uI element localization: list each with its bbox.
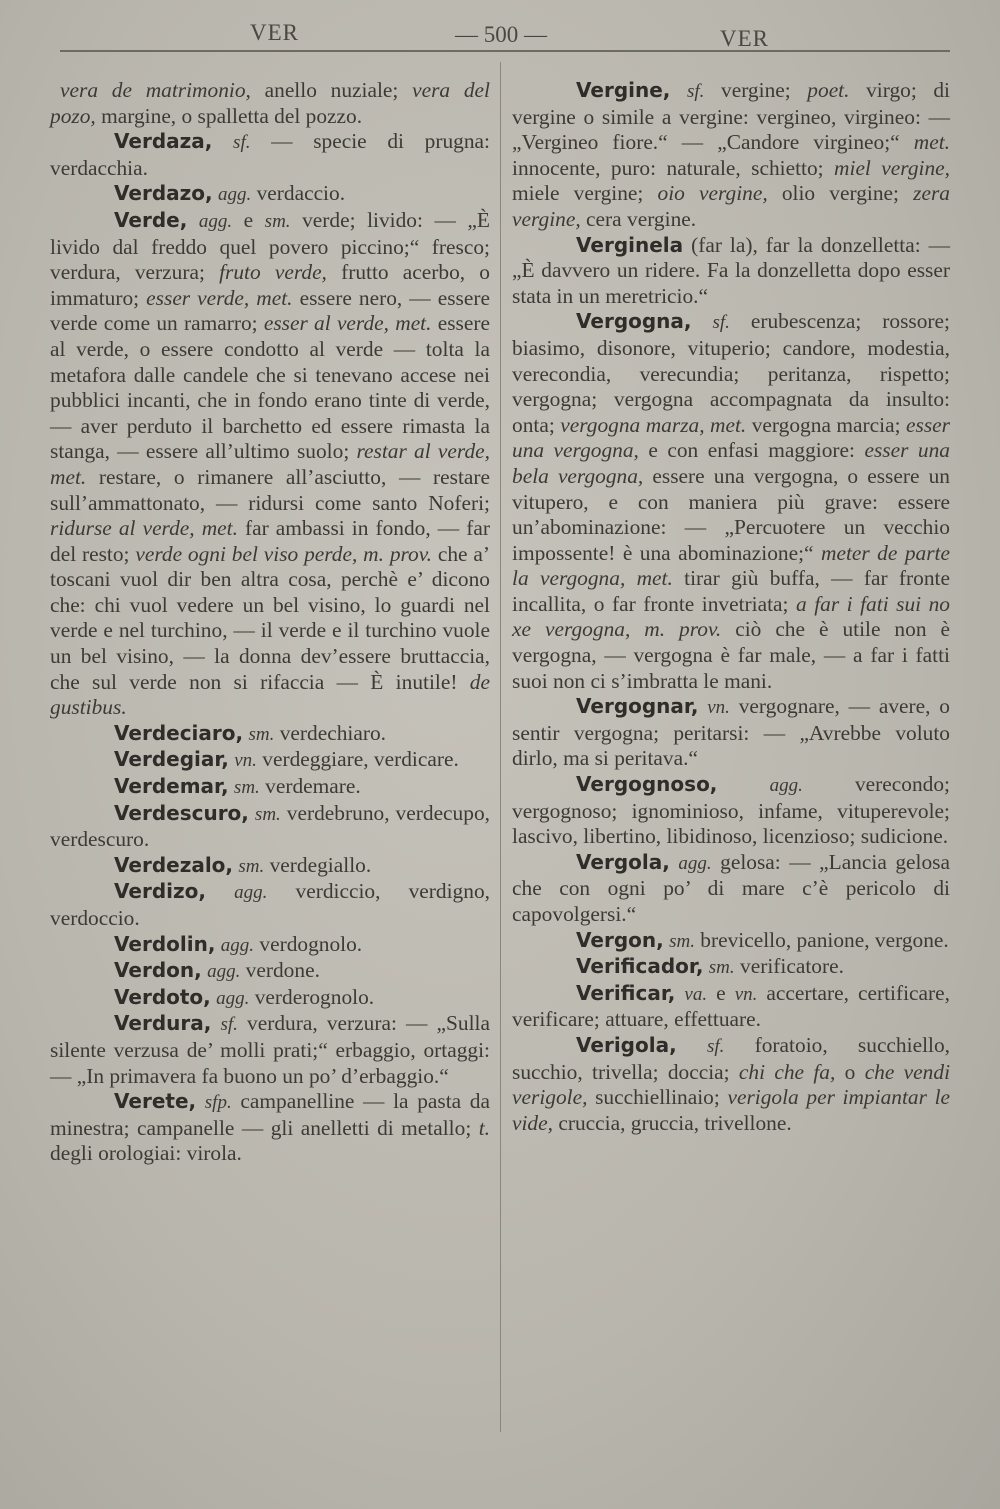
page-number: — 500 — bbox=[455, 22, 547, 47]
definition-text: verde; livido: — „È livido dal freddo quel povero piccino;“ fresco; verdura, verzura; bbox=[50, 207, 490, 285]
dictionary-entry bbox=[512, 1033, 950, 1136]
dictionary-entry bbox=[50, 774, 490, 801]
headword: Vergine, bbox=[576, 78, 671, 102]
example-text: met. bbox=[913, 130, 950, 155]
headword: Verificador, bbox=[576, 954, 704, 979]
example-text: esser una vergogna, bbox=[512, 412, 950, 463]
headword: Verete, bbox=[114, 1089, 197, 1114]
definition-text: (far la), far la donzelletta: — „È davvero un ridere. Fa la donzelletta dopo esser stata in un meretricio.“ bbox=[512, 232, 950, 308]
example-text: vergogna marza, met. bbox=[560, 412, 747, 437]
definition-text: cera vergine. bbox=[580, 206, 697, 231]
dictionary-entry bbox=[50, 1011, 490, 1089]
example-text: verigola per impiantar le vide, bbox=[512, 1085, 951, 1135]
dictionary-entry bbox=[50, 853, 490, 880]
definition-text bbox=[717, 772, 769, 796]
dictionary-entry bbox=[512, 981, 950, 1033]
definition-text: campanelline — la pasta da minestra; campanelle — gli anelletti di metallo; bbox=[50, 1089, 490, 1140]
definition-text: miele vergine; bbox=[512, 181, 658, 206]
headword: Verdon, bbox=[114, 958, 202, 983]
grammar-tag: sf. bbox=[686, 81, 705, 102]
headword: Verdeciaro, bbox=[114, 720, 244, 745]
definition-text: essere una vergogna, o essere un vitupero, e con maniera più grave: essere un’abominazione: — „Percuotere un vecchio impossente! è una abominazione;“ bbox=[512, 463, 950, 565]
dictionary-entry bbox=[50, 985, 490, 1012]
headword: Vergola, bbox=[576, 849, 670, 874]
definition-text: cruccia, gruccia, trivellone. bbox=[552, 1110, 792, 1135]
definition-text: verdegiallo. bbox=[264, 852, 372, 877]
headword: Verdegiar, bbox=[114, 747, 229, 772]
grammar-tag: agg. bbox=[769, 775, 803, 797]
grammar-tag: sm. bbox=[254, 803, 281, 825]
grammar-tag: sfp. bbox=[204, 1092, 232, 1114]
dictionary-entry bbox=[50, 1089, 490, 1167]
headword: Verdura, bbox=[114, 1011, 212, 1036]
definition-text: succhiellinaio; bbox=[587, 1085, 728, 1110]
grammar-tag: vn. bbox=[734, 983, 758, 1005]
definition-text: vergogna marcia; bbox=[746, 412, 907, 437]
example-text: chi che fa, bbox=[738, 1059, 836, 1084]
definition-text: foratoio, succhiello, succhio, trivella; doccia; bbox=[512, 1032, 950, 1084]
definition-text: verdognolo. bbox=[254, 931, 363, 956]
headword: Verde, bbox=[114, 207, 188, 232]
grammar-tag: agg. bbox=[217, 184, 252, 206]
dictionary-entry bbox=[50, 78, 490, 129]
dictionary-entry bbox=[50, 879, 490, 931]
example-text: esser verde, met. bbox=[146, 285, 293, 310]
definition-text bbox=[206, 879, 234, 903]
grammar-tag: vn. bbox=[234, 750, 257, 772]
definition-text: verdemare. bbox=[259, 774, 361, 799]
definition-text: essere nero, — essere verde come un ramarro; bbox=[50, 285, 490, 336]
dictionary-entry bbox=[512, 309, 950, 694]
example-text: esser una bela vergogna, bbox=[512, 438, 950, 488]
definition-text: frutto acerbo, o immaturo; bbox=[50, 260, 490, 310]
grammar-tag: sm. bbox=[708, 957, 735, 979]
headword: Verdezalo, bbox=[114, 852, 234, 877]
definition-text: verdebruno, verdecupo, verdescuro. bbox=[50, 800, 490, 852]
dictionary-entry bbox=[50, 129, 490, 181]
definition-text: verdeggiare, verdicare. bbox=[256, 747, 459, 772]
definition-text: verdiccio, verdigno, verdoccio. bbox=[50, 879, 490, 930]
definition-text: innocente, puro: naturale, schietto; bbox=[512, 155, 835, 180]
grammar-tag: sf. bbox=[706, 1035, 725, 1057]
definition-text: far ambassi in fondo, — far del resto; bbox=[50, 516, 490, 566]
definition-text: essere al verde, o essere condotto al verde — tolta la metafora dalle candele che si tenevano accese nei pubblici incanti, che in fondo erano tinte di verde, — aver perduto il barchetto ed essere rimasta la stanga, — essere all’ultimo suolo; bbox=[50, 311, 490, 464]
header-left-guideword: VER bbox=[250, 20, 299, 45]
grammar-tag: sm. bbox=[264, 210, 291, 232]
definition-text: e bbox=[232, 207, 265, 232]
definition-text: verdura, verzura: — „Sulla silente verzusa de’ molli prati;“ erbaggio, ortaggi: — „In primavera fa buono un po’ d’erbaggio.“ bbox=[50, 1011, 490, 1088]
headword: Verginela bbox=[576, 232, 684, 257]
definition-text: verdone. bbox=[240, 958, 320, 983]
example-text: verde ogni bel viso perde, m. prov. bbox=[135, 541, 432, 566]
definition-text: — specie di prugna: verdacchia. bbox=[50, 129, 490, 180]
headword: Vergon, bbox=[576, 927, 664, 952]
example-text: vera de matrimonio, bbox=[60, 78, 251, 102]
headword: Verificar, bbox=[576, 980, 676, 1005]
grammar-tag: sm. bbox=[233, 777, 260, 799]
definition-text: virgo; di vergine o simile a vergine: vergineo, virgineo: — „Vergineo fiore.“ — „Candore virgineo;“ bbox=[512, 78, 950, 155]
grammar-tag: sf. bbox=[712, 312, 730, 334]
headword: Verdoto, bbox=[114, 984, 211, 1009]
definition-text bbox=[196, 1089, 205, 1113]
grammar-tag: sm. bbox=[238, 855, 265, 877]
definition-text: o bbox=[835, 1059, 865, 1084]
example-text: fruto verde, bbox=[219, 260, 327, 285]
definition-text: vergine; bbox=[704, 78, 808, 102]
definition-text: degli orologiai: virola. bbox=[50, 1141, 242, 1166]
dictionary-entry bbox=[512, 772, 950, 850]
headword: Verdazo, bbox=[114, 181, 213, 206]
grammar-tag: sf. bbox=[220, 1014, 238, 1036]
dictionary-entry bbox=[50, 208, 490, 721]
definition-text: tirar giù buffa, — far fronte incallita, o far fronte invetriata; bbox=[512, 566, 950, 616]
example-text: che vendi verigole, bbox=[512, 1059, 951, 1110]
definition-text: olio vergine; bbox=[767, 181, 914, 206]
grammar-tag: agg. bbox=[198, 210, 233, 232]
dictionary-entry bbox=[50, 932, 490, 959]
definition-text: verderognolo. bbox=[249, 984, 375, 1009]
dictionary-entry bbox=[512, 954, 950, 981]
headword: Verdolin, bbox=[114, 931, 216, 956]
dictionary-entry bbox=[512, 233, 950, 310]
definition-text: restare, o rimanere all’asciutto, — restare sull’ammattonato, — ridursi come santo Noferi; bbox=[50, 464, 490, 515]
example-text: poet. bbox=[807, 78, 850, 102]
grammar-tag: agg. bbox=[220, 934, 255, 956]
example-text: oio vergine, bbox=[657, 181, 768, 206]
dictionary-entry bbox=[50, 747, 490, 774]
example-text: a far i fati sui no xe vergogna, m. prov. bbox=[512, 591, 951, 642]
headword: Verigola, bbox=[576, 1032, 677, 1057]
definition-text: brevicello, panione, vergone. bbox=[694, 927, 949, 952]
grammar-tag: agg. bbox=[678, 852, 712, 874]
definition-text bbox=[698, 694, 707, 718]
definition-text: margine, o spalletta del pozzo. bbox=[95, 103, 363, 128]
example-text: esser al verde, met. bbox=[263, 311, 432, 336]
definition-text: accertare, certificare, verificare; attuare, effettuare. bbox=[512, 980, 950, 1032]
definition-text: erubescenza; rossore; biasimo, disonore, vituperio; candore, modestia, verecondia, verecundia; peritanza, rispetto; vergogna; vergogna accompagnata da insulto: onta; bbox=[512, 309, 950, 437]
definition-text bbox=[677, 1033, 707, 1057]
definition-text: e con enfasi maggiore: bbox=[638, 438, 865, 463]
left-column bbox=[50, 78, 490, 1167]
definition-text bbox=[670, 78, 687, 102]
definition-text bbox=[692, 309, 713, 333]
grammar-tag: va. bbox=[684, 983, 708, 1005]
example-text: meter de parte la vergogna, met. bbox=[512, 540, 950, 591]
headword: Vergognar, bbox=[576, 694, 699, 719]
definition-text: verdaccio. bbox=[251, 181, 346, 206]
headword: Verdemar, bbox=[114, 774, 229, 799]
headword: Vergognoso, bbox=[576, 772, 718, 797]
dictionary-entry bbox=[512, 850, 950, 928]
grammar-tag: vn. bbox=[707, 697, 730, 719]
example-text: miel vergine, bbox=[834, 155, 950, 180]
column-divider bbox=[500, 62, 501, 1432]
grammar-tag: agg. bbox=[234, 882, 268, 904]
example-text: t. bbox=[478, 1115, 490, 1140]
definition-text: e bbox=[707, 980, 735, 1005]
dictionary-entry bbox=[50, 721, 490, 748]
example-text: vera del pozo, bbox=[50, 78, 490, 128]
dictionary-entry bbox=[50, 801, 490, 853]
headword: Verdescuro, bbox=[114, 800, 249, 825]
definition-text: vergognare, — avere, o sentir vergogna; peritarsi: — „Avrebbe voluto dirlo, ma si peritava.“ bbox=[512, 694, 950, 771]
grammar-tag: agg. bbox=[216, 987, 250, 1009]
dictionary-entry bbox=[512, 928, 950, 955]
definition-text bbox=[212, 129, 233, 153]
header-rule bbox=[60, 50, 950, 52]
dictionary-entry bbox=[512, 78, 950, 233]
definition-text: che a’ toscani vuol dir ben altra cosa, perchè e’ dicono che: chi vuol vedere un bel visino, lo guardi nel verde e nel turchino, — il verde e il turchino vuole un bel visino, — la donna dev’essere bruttaccia, che sul verde non si rifaccia — È inutile! bbox=[50, 541, 490, 694]
header-right-guideword: VER bbox=[720, 26, 769, 51]
definition-text: gelosa: — „Lancia gelosa che con ogni po’ di mare c’è pericolo di capovolgersi.“ bbox=[512, 849, 950, 926]
definition-text: verecondo; vergognoso; ignominioso, infame, vituperevole; lascivo, libertino, libidinoso, licenzioso; sudicione. bbox=[512, 772, 950, 849]
grammar-tag: sm. bbox=[248, 723, 275, 745]
page-header bbox=[60, 18, 950, 52]
right-column bbox=[512, 78, 950, 1136]
dictionary-entry bbox=[512, 694, 950, 772]
definition-text: verdechiaro. bbox=[274, 720, 386, 745]
definition-text: anello nuziale; bbox=[250, 78, 413, 102]
dictionary-entry bbox=[50, 958, 490, 985]
grammar-tag: agg. bbox=[207, 961, 241, 983]
headword: Verdaza, bbox=[114, 129, 213, 154]
example-text: de gustibus. bbox=[50, 669, 490, 720]
example-text: restar al verde, met. bbox=[50, 439, 490, 489]
definition-text bbox=[187, 208, 199, 232]
grammar-tag: sf. bbox=[233, 132, 251, 154]
definition-text: verificatore. bbox=[734, 954, 844, 979]
example-text: ridurse al verde, met. bbox=[50, 516, 238, 541]
dictionary-entry bbox=[50, 181, 490, 208]
example-text: zera vergine, bbox=[512, 181, 950, 231]
headword: Vergogna, bbox=[576, 309, 692, 334]
grammar-tag: sm. bbox=[669, 930, 695, 952]
definition-text: ciò che è utile non è vergogna, — vergogna è far male, — a far i fatti suoi non ci s’imbratta le mani. bbox=[512, 617, 950, 693]
headword: Verdizo, bbox=[114, 879, 206, 904]
